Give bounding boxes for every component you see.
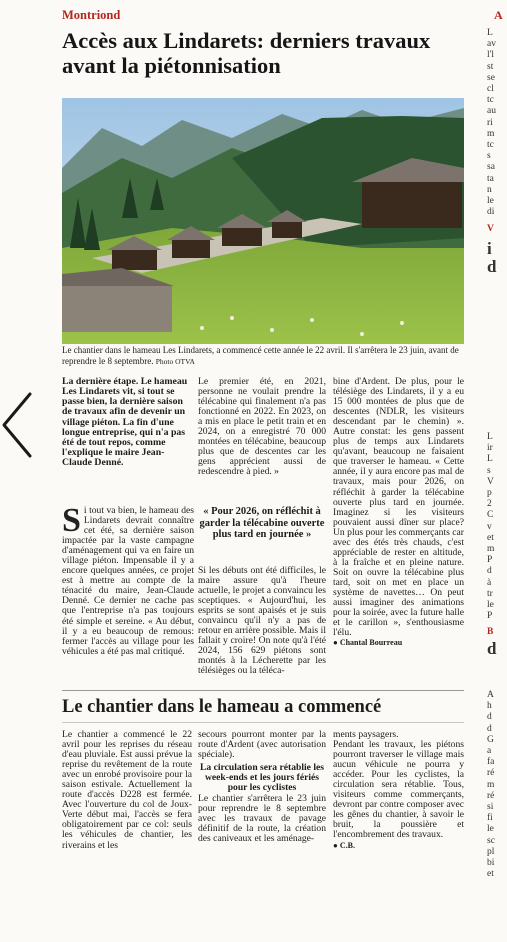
sidebar-column-2-text: Le chantier s'arrêtera le 23 juin pour reprendre le 8 septembre avec les travaux de pavage définitif de la route, la création des caniveaux et les aménage- — [198, 793, 326, 845]
edge-fragment: a — [487, 746, 492, 757]
edge-fragment: tc — [487, 95, 494, 106]
section-kicker: Montriond — [62, 8, 121, 22]
edge-fragment: p — [487, 488, 492, 499]
article-signature: ● Chantal Bourreau — [333, 638, 403, 648]
edge-fragment: pl — [487, 846, 495, 857]
edge-fragment: au — [487, 106, 496, 117]
edge-fragment: d — [487, 257, 497, 276]
edge-fragment: m — [487, 128, 495, 139]
edge-fragment: tc — [487, 140, 494, 151]
edge-fragment: cl — [487, 84, 494, 95]
edge-fragment: 2 — [487, 499, 492, 510]
drop-cap: S — [62, 502, 81, 539]
column-1-text: i tout va bien, le hameau des Lindarets devrait connaître cet été, sa dernière saison impactée par la vaste campagne d'aménagement qui va en faire un village piéton. Impensable il y a encore quelques années, ce projet est à mettre au compte de la ténacité du maire, Jean-Claude Denné. Ce dernier ne cache pas que l'entreprise n'a pas toujours été simple et sereine. « Au début, il y a eu beaucoup de remous: fermer l'accès au village pour les véhicules a été pas mal critiqué. — [62, 505, 194, 657]
edge-fragment: di — [487, 207, 495, 218]
sidebar-column-3-text: Pendant les travaux, les piétons pourront traverser le village mais aucun véhicule ne pourra y accéder. Pour les cyclistes, la circulation sera rétablie. Tous, visiteurs comme commerçants, devront par contre composer avec les gênes du chantier, à savoir le bruit, la poussière et l'encombrement des travaux. — [333, 739, 464, 841]
edge-fragment: si — [487, 802, 494, 813]
next-article-kicker: A — [494, 8, 503, 22]
edge-fragment: h — [487, 701, 492, 712]
sidebar-signature: ● C.B. — [333, 840, 355, 850]
sidebar-divider — [62, 722, 464, 723]
next-column-red-letter — [487, 224, 507, 235]
edge-fragment: et — [487, 532, 494, 543]
edge-fragment: m — [487, 544, 495, 555]
edge-fragment: se — [487, 72, 495, 83]
section-divider — [62, 690, 464, 691]
edge-fragment: d — [487, 712, 492, 723]
sidebar-column-2 — [198, 730, 326, 845]
edge-fragment: et — [487, 869, 494, 880]
edge-fragment: A — [487, 690, 494, 700]
edge-fragment: ta — [487, 173, 494, 184]
caption-text: Le chantier dans le hameau Les Lindarets, a commencé cette année le 22 avril. Il s'arrêtera le 23 juin, avant de reprendre le 8 septembre. — [62, 345, 459, 366]
edge-fragment: s — [487, 151, 491, 162]
column-3-text: bine d'Ardent. De plus, pour le télésiège des Lindarets, il y a eu 15 000 montées de plus que de descentes (NDLR, les visiteurs descendant par le chemin) ». Autre constat: les gens passent plus de temps aux Lindarets qu'avant, beaucoup ne faisaient que traverser le hameau. « Cette année, il y aura encore pas mal de travaux, mais pour 2026, on réfléchit à garder la télécabine ouverte plus tard en journée. Imaginez si les visiteurs pouvaient aussi dîner sur place? Un plus pour les commerçants car avec des étés très chauds, c'est appréciable de rester en altitude, à la fraîche et en pleine nature. Soit on ouvre la télécabine plus tard, soit on met en place un système de navettes… On peut aussi imaginer des animations pour la soirée, avec la future halle et le carillon », s'enthousiasme l'élu. — [333, 376, 464, 639]
edge-fragment: v — [487, 521, 492, 532]
sidebar-column-2-intro: secours pourront monter par la route d'Ardent (avec autorisation spéciale). — [198, 729, 326, 761]
edge-fragment: st — [487, 61, 494, 72]
red-letter: V — [487, 224, 494, 234]
pull-quote: « Pour 2026, on réfléchit à garder la télécabine ouverte plus tard en journée » — [199, 506, 325, 540]
article-column-1 — [62, 502, 194, 657]
sidebar-column-1: Le chantier a commencé le 22 avril pour les reprises du réseau d'eau pluviale. Est aussi prévue la reprise du revêtement de la route avec un enrobé provisoire pour la saison estivale. Actuellement la route d'accès D228 est fermée. Avec l'ouverture du col de Joux-Verte début mai, l'accès se fera obligatoirement par ce col: seuls les véhicules de chantier, les riverains et les — [62, 729, 192, 851]
edge-fragment: G — [487, 734, 494, 745]
red-letter-2: B — [487, 627, 494, 637]
sidebar-headline: Le chantier dans le hameau a commencé — [62, 697, 382, 717]
edge-fragment: n — [487, 184, 492, 195]
edge-fragment: P — [487, 611, 493, 622]
edge-fragment: L — [487, 454, 493, 465]
article-column-2-bottom: Si les débuts ont été difficiles, le maire assure qu'à l'heure actuelle, le projet a convaincu les sceptiques. « Aujourd'hui, les esprits se sont apaisés et je suis convaincu qu'il n'y a pas de retour en arrière possible. Mais il fallait y croire! On note qu'à l'été 2024, 156 629 piétons sont montés à la Lécherette par les télésièges ou la téléca- — [198, 565, 326, 677]
article-column-3 — [333, 377, 464, 648]
mountain-village-photo — [62, 98, 464, 344]
big-letter-2: d — [487, 640, 497, 658]
next-column-fragment-top — [487, 28, 507, 218]
edge-fragment: V — [487, 476, 494, 487]
edge-fragment: s — [487, 465, 491, 476]
edge-fragment: C — [487, 510, 494, 521]
edge-fragment: le — [487, 196, 494, 207]
article-headline: Accès aux Lindarets: derniers travaux avant la piétonnisation — [62, 28, 431, 78]
article-lead: La dernière étape. Le hameau Les Lindarets vit, si tout se passe bien, la dernière saison de travaux afin de devenir un village piéton. La fin d'une longue entreprise, qui n'a pas été de tout repos, comme l'explique le maire Jean-Claude Denné. — [62, 376, 188, 469]
next-column-big-line-2 — [487, 640, 507, 658]
sidebar-column-3 — [333, 730, 464, 851]
edge-fragment: fi — [487, 813, 493, 824]
page-margin-bottom — [0, 880, 507, 942]
edge-fragment: ré — [487, 768, 495, 779]
next-column-fragment-mid — [487, 432, 507, 622]
edge-fragment: sa — [487, 162, 495, 173]
edge-fragment: le — [487, 600, 494, 611]
photo-caption — [62, 345, 464, 367]
chevron-left-icon[interactable] — [0, 390, 34, 460]
edge-fragment: i — [487, 240, 492, 258]
edge-fragment: tr — [487, 588, 493, 599]
edge-fragment: à — [487, 577, 492, 588]
edge-fragment: bi — [487, 858, 495, 869]
edge-fragment: av — [487, 39, 496, 50]
edge-fragment: d — [487, 566, 492, 577]
edge-fragment: m — [487, 779, 495, 790]
edge-fragment: ré — [487, 790, 495, 801]
edge-fragment: sc — [487, 835, 495, 846]
edge-fragment: L — [487, 28, 493, 38]
next-column-big-lines — [487, 240, 507, 276]
next-column-fragment-bottom — [487, 690, 507, 892]
sidebar-intertitle: La circulation sera rétablie les week-ends et les jours fériés pour les cyclistes — [200, 762, 324, 794]
article-photo — [62, 98, 464, 344]
edge-fragment: P — [487, 555, 493, 566]
edge-fragment: L — [487, 432, 493, 442]
next-column-red-letter-2 — [487, 627, 507, 638]
edge-fragment: ir — [487, 443, 493, 454]
edge-fragment: d — [487, 723, 492, 734]
photo-credit: Photo OTVA — [155, 356, 195, 366]
sidebar-column-3-intro: ments paysagers. — [333, 729, 399, 740]
edge-fragment: ri — [487, 117, 493, 128]
edge-fragment: l'l — [487, 50, 494, 61]
edge-fragment: le — [487, 824, 494, 835]
edge-fragment: fa — [487, 757, 495, 768]
article-column-2-top: Le premier été, en 2021, personne ne voulait prendre la télécabine qui finalement n'a pas fonctionné en 2022. En 2023, on a mis en place le petit train et en 2024, on a enregistré 70 000 montées en télécabine, beaucoup plus que de descentes car les gens apprécient aussi de redescendre à pied. » — [198, 376, 326, 478]
